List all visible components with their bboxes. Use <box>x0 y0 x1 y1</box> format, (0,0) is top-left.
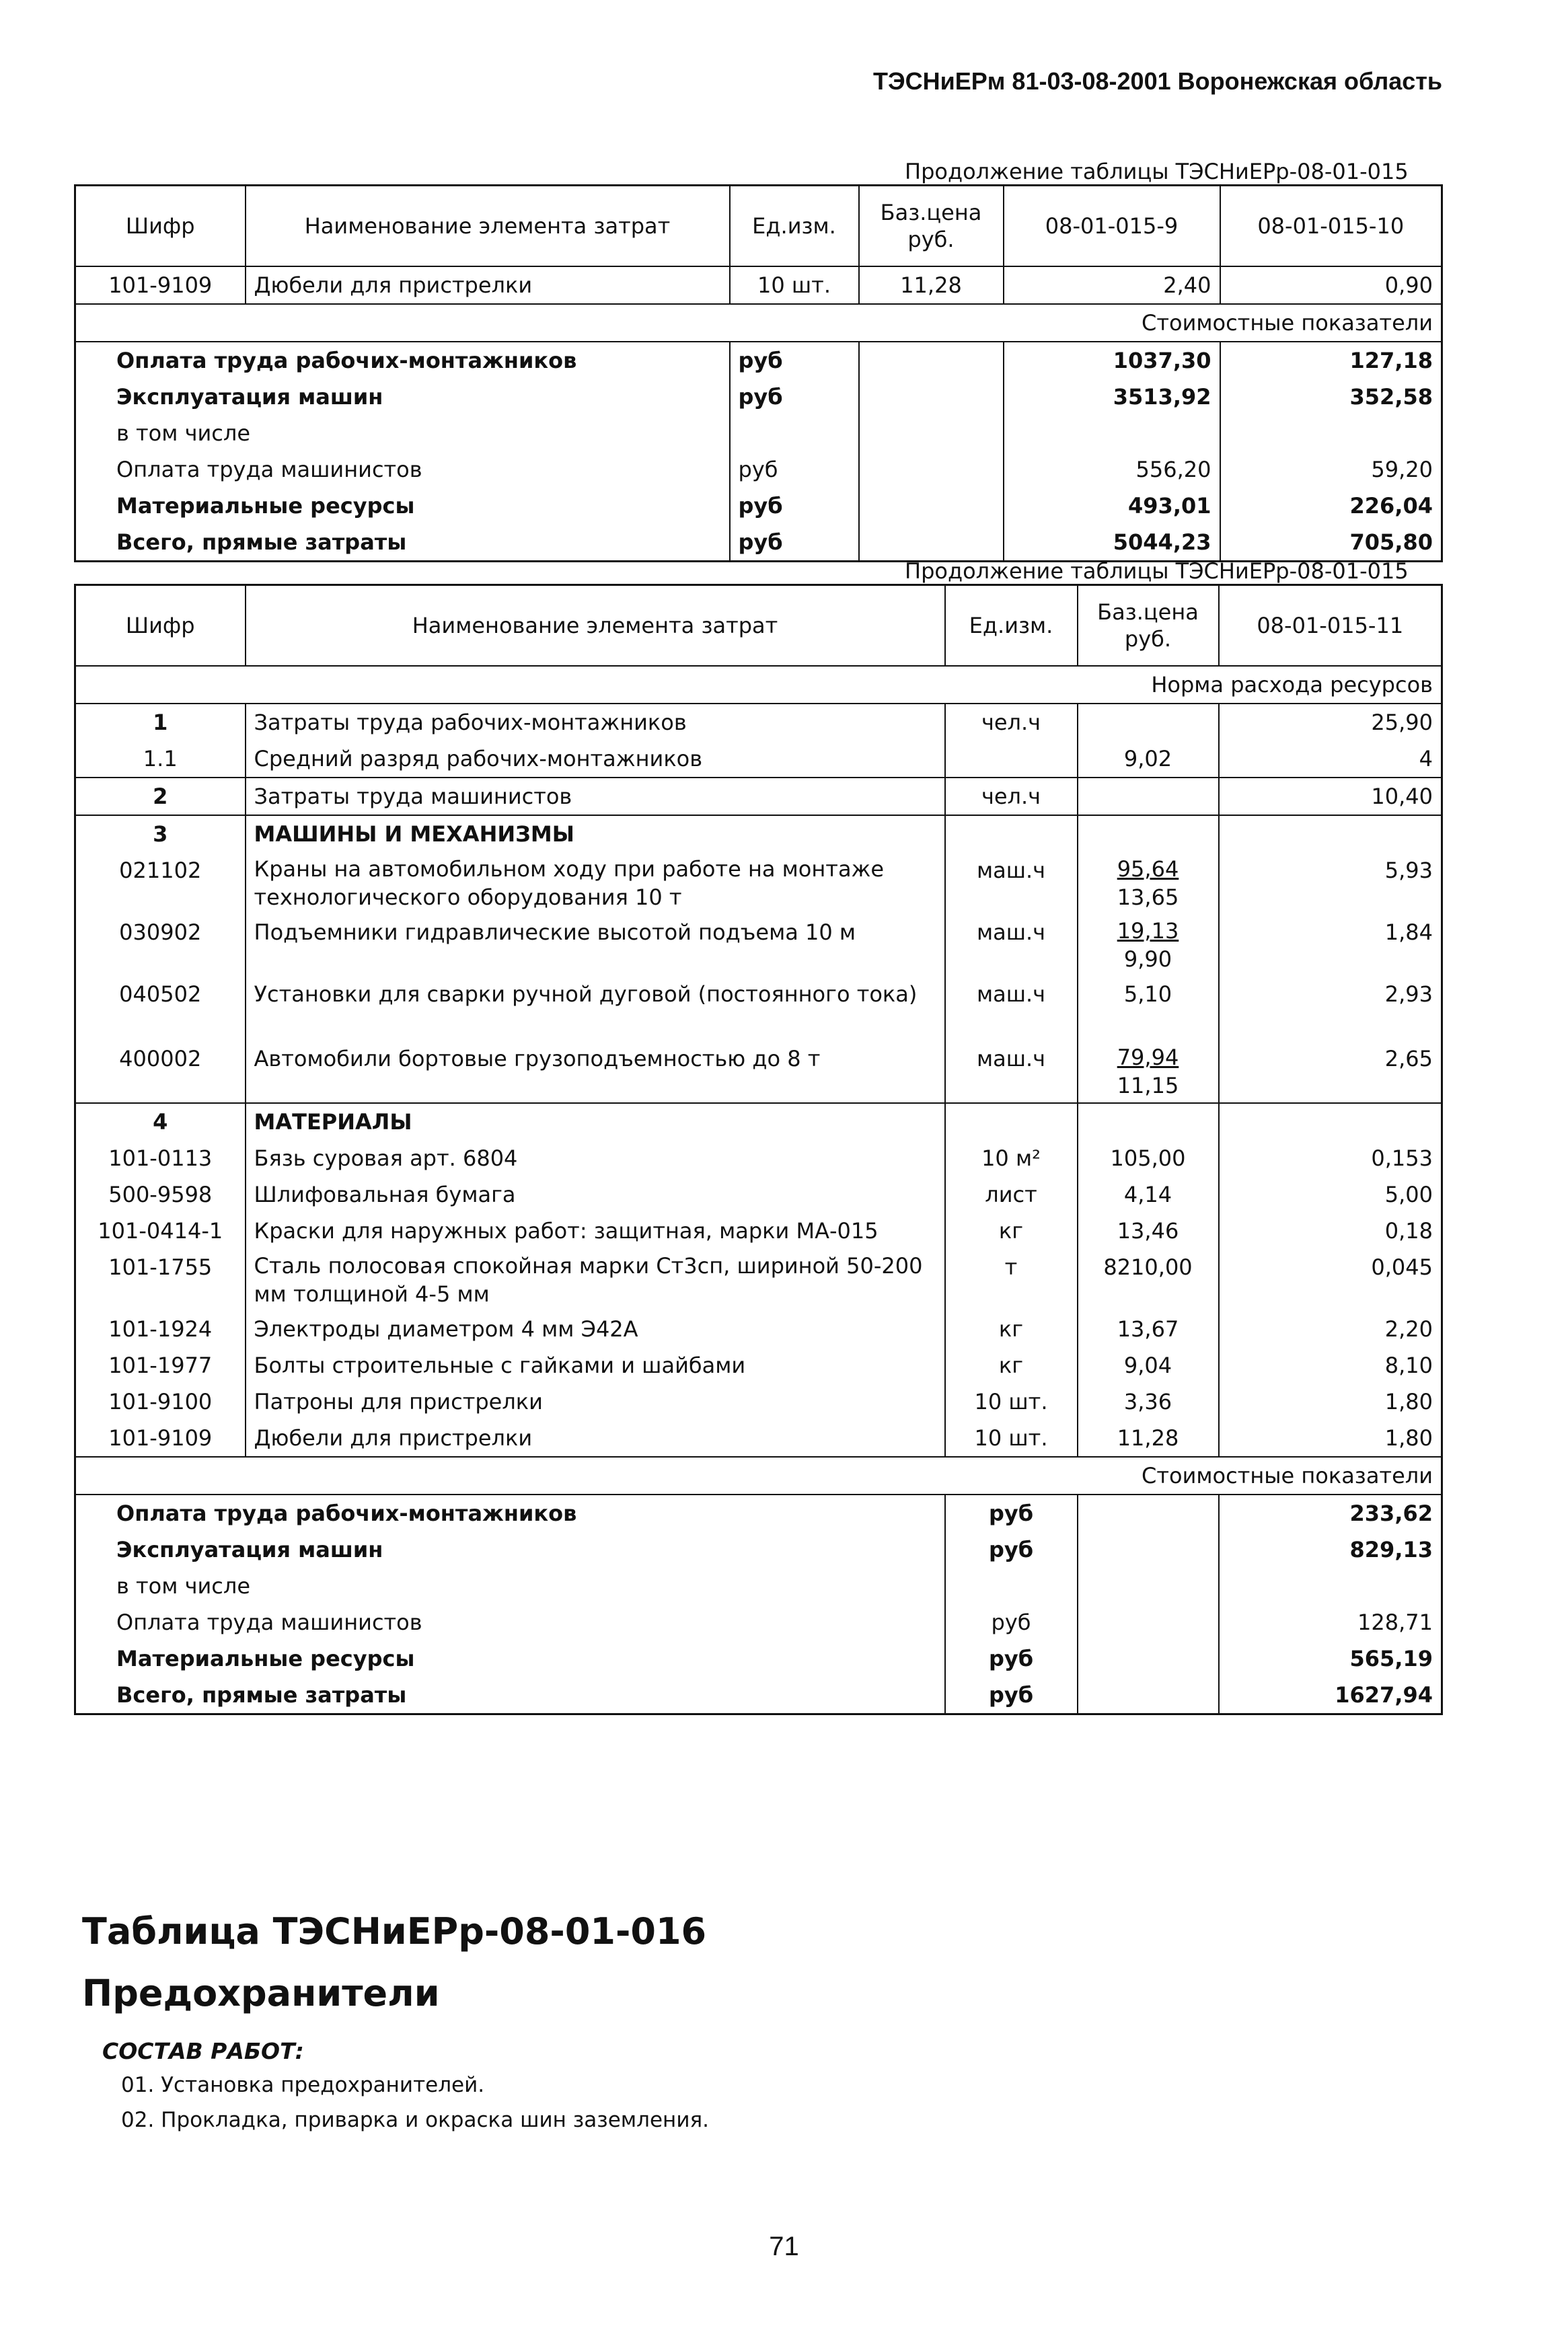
cost-value-2: 352,58 <box>1220 379 1442 415</box>
cell-price: 9,04 <box>1078 1347 1219 1384</box>
cost-name: в том числе <box>75 415 730 451</box>
cell-code: 040502 <box>75 976 246 1041</box>
cell-value: 1,80 <box>1219 1384 1442 1420</box>
cost-value-1: 493,01 <box>1004 488 1220 524</box>
cell-price <box>1078 914 1219 976</box>
cell-name: Установки для сварки ручной дуговой (постоянного тока) <box>246 976 945 1041</box>
cell-code: 101-9109 <box>75 266 246 304</box>
cost-unit: руб <box>730 451 859 488</box>
header-unit: Ед.изм. <box>945 585 1078 667</box>
cell-unit <box>945 741 1078 778</box>
cell-unit: т <box>945 1249 1078 1311</box>
cell-price: 8210,00 <box>1078 1249 1219 1311</box>
price-wage: 13,65 <box>1117 884 1179 910</box>
cell-code: 021102 <box>75 852 246 914</box>
cost-section-title-row <box>75 304 1442 342</box>
section-title: Таблица ТЭСНиЕРр-08-01-016 <box>82 1910 707 1953</box>
cell-value: 8,10 <box>1219 1347 1442 1384</box>
cell-name: Краски для наружных работ: защитная, марки МА-015 <box>246 1213 945 1249</box>
header-code: Шифр <box>75 186 246 267</box>
cell-unit: 10 шт. <box>945 1420 1078 1457</box>
cost-value-2: 705,80 <box>1220 524 1442 562</box>
cell-code: 1.1 <box>75 741 246 778</box>
table2 <box>74 584 1443 1715</box>
cell-name: Автомобили бортовые грузоподъемностью до 8 т <box>246 1041 945 1103</box>
norm-section-title-row <box>75 666 1442 704</box>
table-row <box>75 1213 1442 1249</box>
cell-name: Электроды диаметром 4 мм Э42А <box>246 1311 945 1347</box>
section-subtitle: Предохранители <box>82 1972 440 2014</box>
price-wage: 9,90 <box>1123 946 1172 972</box>
composition-item: 02. Прокладка, приварка и окраска шин заземления. <box>121 2108 709 2132</box>
cell-code: 1 <box>75 704 246 741</box>
cell-name: Средний разряд рабочих-монтажников <box>246 741 945 778</box>
cell-value: 0,153 <box>1219 1140 1442 1176</box>
cell-price: 13,67 <box>1078 1311 1219 1347</box>
cost-row <box>75 524 1442 562</box>
header-price: Баз.цена руб. <box>859 186 1004 267</box>
cost-value-1: 3513,92 <box>1004 379 1220 415</box>
header-col1: 08-01-015-11 <box>1219 585 1442 667</box>
cell-unit: маш.ч <box>945 852 1078 914</box>
cell-name: Шлифовальная бумага <box>246 1176 945 1213</box>
cell-value: 1,80 <box>1219 1420 1442 1457</box>
cell-name: Затраты труда рабочих-монтажников <box>246 704 945 741</box>
price-base: 95,64 <box>1117 856 1179 882</box>
cost-section-title: Стоимостные показатели <box>75 304 1442 342</box>
header-col1: 08-01-015-9 <box>1004 186 1220 267</box>
cell-price: 4,14 <box>1078 1176 1219 1213</box>
header-code: Шифр <box>75 585 246 667</box>
cell-name: Дюбели для пристрелки <box>246 266 730 304</box>
table-row <box>75 852 1442 914</box>
table-row <box>75 1347 1442 1384</box>
cell-name: Сталь полосовая спокойная марки Ст3сп, шириной 50-200 мм толщиной 4-5 мм <box>246 1249 945 1311</box>
cost-value: 829,13 <box>1219 1532 1442 1568</box>
cell-price: 13,46 <box>1078 1213 1219 1249</box>
cell-name: МАШИНЫ И МЕХАНИЗМЫ <box>246 815 945 852</box>
table1-header-row <box>75 186 1442 267</box>
cell-value: 0,045 <box>1219 1249 1442 1311</box>
cell-value: 2,65 <box>1219 1041 1442 1103</box>
table-row <box>75 1384 1442 1420</box>
price-base: 19,13 <box>1117 918 1179 944</box>
table-row <box>75 976 1442 1041</box>
cell-unit: кг <box>945 1311 1078 1347</box>
cell-code: 101-1755 <box>75 1249 246 1311</box>
cost-unit: руб <box>730 379 859 415</box>
cell-value: 5,93 <box>1219 852 1442 914</box>
cell-name: Дюбели для пристрелки <box>246 1420 945 1457</box>
cost-unit: руб <box>945 1677 1078 1714</box>
cost-name: Материальные ресурсы <box>75 1640 945 1677</box>
cell-unit: кг <box>945 1213 1078 1249</box>
cost-value-1: 556,20 <box>1004 451 1220 488</box>
cost-unit: руб <box>730 524 859 562</box>
cell-code: 3 <box>75 815 246 852</box>
page-number: 71 <box>769 2232 799 2261</box>
cost-value-2: 59,20 <box>1220 451 1442 488</box>
cost-value: 565,19 <box>1219 1640 1442 1677</box>
cell-name: МАТЕРИАЛЫ <box>246 1103 945 1140</box>
cell-price <box>1078 778 1219 815</box>
cell-price <box>1078 704 1219 741</box>
composition-item: 01. Установка предохранителей. <box>121 2073 485 2097</box>
cell-value: 5,00 <box>1219 1176 1442 1213</box>
cost-row <box>75 1532 1442 1568</box>
cell-price: 9,02 <box>1078 741 1219 778</box>
cost-name: Оплата труда машинистов <box>75 451 730 488</box>
header-name: Наименование элемента затрат <box>246 585 945 667</box>
cost-row <box>75 342 1442 379</box>
cell-code: 101-1977 <box>75 1347 246 1384</box>
cell-code: 2 <box>75 778 246 815</box>
cost-unit: руб <box>730 342 859 379</box>
cost-unit: руб <box>945 1532 1078 1568</box>
cost-name: Эксплуатация машин <box>75 1532 945 1568</box>
cost-value-1: 5044,23 <box>1004 524 1220 562</box>
cell-price: 11,28 <box>1078 1420 1219 1457</box>
cost-row <box>75 1677 1442 1714</box>
cell-price: 11,28 <box>859 266 1004 304</box>
cost-name: Оплата труда рабочих-монтажников <box>75 1495 945 1532</box>
cost-name: Эксплуатация машин <box>75 379 730 415</box>
norm-section-title: Норма расхода ресурсов <box>75 666 1442 704</box>
cost-name: в том числе <box>75 1568 945 1604</box>
cell-unit: кг <box>945 1347 1078 1384</box>
cell-price <box>1078 1041 1219 1103</box>
table-row <box>75 1249 1442 1311</box>
table-row <box>75 1103 1442 1140</box>
cost-name: Оплата труда рабочих-монтажников <box>75 342 730 379</box>
cell-name: Подъемники гидравлические высотой подъема 10 м <box>246 914 945 976</box>
cell-name: Затраты труда машинистов <box>246 778 945 815</box>
cost-unit: руб <box>945 1495 1078 1532</box>
cell-unit: 10 шт. <box>730 266 859 304</box>
cell-code: 101-9100 <box>75 1384 246 1420</box>
cost-unit: руб <box>730 488 859 524</box>
cost-name: Всего, прямые затраты <box>75 524 730 562</box>
cell-unit: маш.ч <box>945 976 1078 1041</box>
cell-value: 2,20 <box>1219 1311 1442 1347</box>
table-row <box>75 778 1442 815</box>
cost-name: Всего, прямые затраты <box>75 1677 945 1714</box>
cost-row <box>75 1495 1442 1532</box>
table2-header-row <box>75 585 1442 667</box>
table-row <box>75 815 1442 852</box>
header-unit: Ед.изм. <box>730 186 859 267</box>
table1 <box>74 184 1443 562</box>
cell-price: 105,00 <box>1078 1140 1219 1176</box>
cell-unit: 10 м² <box>945 1140 1078 1176</box>
cost-name: Материальные ресурсы <box>75 488 730 524</box>
cost-row <box>75 379 1442 415</box>
cell-unit: маш.ч <box>945 914 1078 976</box>
cell-code: 030902 <box>75 914 246 976</box>
header-col2: 08-01-015-10 <box>1220 186 1442 267</box>
table-row <box>75 1140 1442 1176</box>
cell-value: 25,90 <box>1219 704 1442 741</box>
cell-unit: чел.ч <box>945 778 1078 815</box>
cost-row <box>75 1640 1442 1677</box>
cell-code: 400002 <box>75 1041 246 1103</box>
cost-value: 128,71 <box>1219 1604 1442 1640</box>
header-name: Наименование элемента затрат <box>246 186 730 267</box>
cost-name: Оплата труда машинистов <box>75 1604 945 1640</box>
table1-caption: Продолжение таблицы ТЭСНиЕРр-08-01-015 <box>905 159 1409 184</box>
cost-value-1: 1037,30 <box>1004 342 1220 379</box>
table-row <box>75 914 1442 976</box>
cell-price: 5,10 <box>1078 976 1219 1041</box>
cell-value: 1,84 <box>1219 914 1442 976</box>
cost-value-2: 127,18 <box>1220 342 1442 379</box>
table-row <box>75 1420 1442 1457</box>
running-header: ТЭСНиЕРм 81-03-08-2001 Воронежская область <box>873 67 1442 95</box>
header-price: Баз.цена руб. <box>1078 585 1219 667</box>
cost-row <box>75 1568 1442 1604</box>
table-row <box>75 1176 1442 1213</box>
cost-section-title-row <box>75 1457 1442 1495</box>
cell-value: 2,93 <box>1219 976 1442 1041</box>
cell-value: 4 <box>1219 741 1442 778</box>
cell-code: 101-0414-1 <box>75 1213 246 1249</box>
price-wage: 11,15 <box>1117 1073 1179 1098</box>
cell-code: 101-0113 <box>75 1140 246 1176</box>
cell-value: 10,40 <box>1219 778 1442 815</box>
cell-code: 4 <box>75 1103 246 1140</box>
table2-caption: Продолжение таблицы ТЭСНиЕРр-08-01-015 <box>905 558 1409 584</box>
cell-name: Патроны для пристрелки <box>246 1384 945 1420</box>
table-row <box>75 1041 1442 1103</box>
table-row <box>75 1311 1442 1347</box>
cell-name: Бязь суровая арт. 6804 <box>246 1140 945 1176</box>
table-row <box>75 704 1442 741</box>
cell-price <box>1078 852 1219 914</box>
cell-unit: маш.ч <box>945 1041 1078 1103</box>
cost-row <box>75 451 1442 488</box>
cell-price: 3,36 <box>1078 1384 1219 1420</box>
cell-code: 101-1924 <box>75 1311 246 1347</box>
cell-unit: чел.ч <box>945 704 1078 741</box>
cost-value: 233,62 <box>1219 1495 1442 1532</box>
cell-value-1: 2,40 <box>1004 266 1220 304</box>
cell-unit: лист <box>945 1176 1078 1213</box>
table-row <box>75 741 1442 778</box>
cost-row <box>75 488 1442 524</box>
cost-row <box>75 1604 1442 1640</box>
cell-value: 0,18 <box>1219 1213 1442 1249</box>
cost-value: 1627,94 <box>1219 1677 1442 1714</box>
cell-name: Краны на автомобильном ходу при работе на монтаже технологического оборудования 10 т <box>246 852 945 914</box>
cell-name: Болты строительные с гайками и шайбами <box>246 1347 945 1384</box>
cost-row <box>75 415 1442 451</box>
table-row <box>75 266 1442 304</box>
cost-unit: руб <box>945 1640 1078 1677</box>
cost-section-title: Стоимостные показатели <box>75 1457 1442 1495</box>
composition-label: СОСТАВ РАБОТ: <box>102 2038 304 2064</box>
cost-unit: руб <box>945 1604 1078 1640</box>
cost-value-2: 226,04 <box>1220 488 1442 524</box>
cell-code: 101-9109 <box>75 1420 246 1457</box>
cell-unit: 10 шт. <box>945 1384 1078 1420</box>
cell-code: 500-9598 <box>75 1176 246 1213</box>
cell-value-2: 0,90 <box>1220 266 1442 304</box>
price-base: 79,94 <box>1117 1045 1179 1070</box>
